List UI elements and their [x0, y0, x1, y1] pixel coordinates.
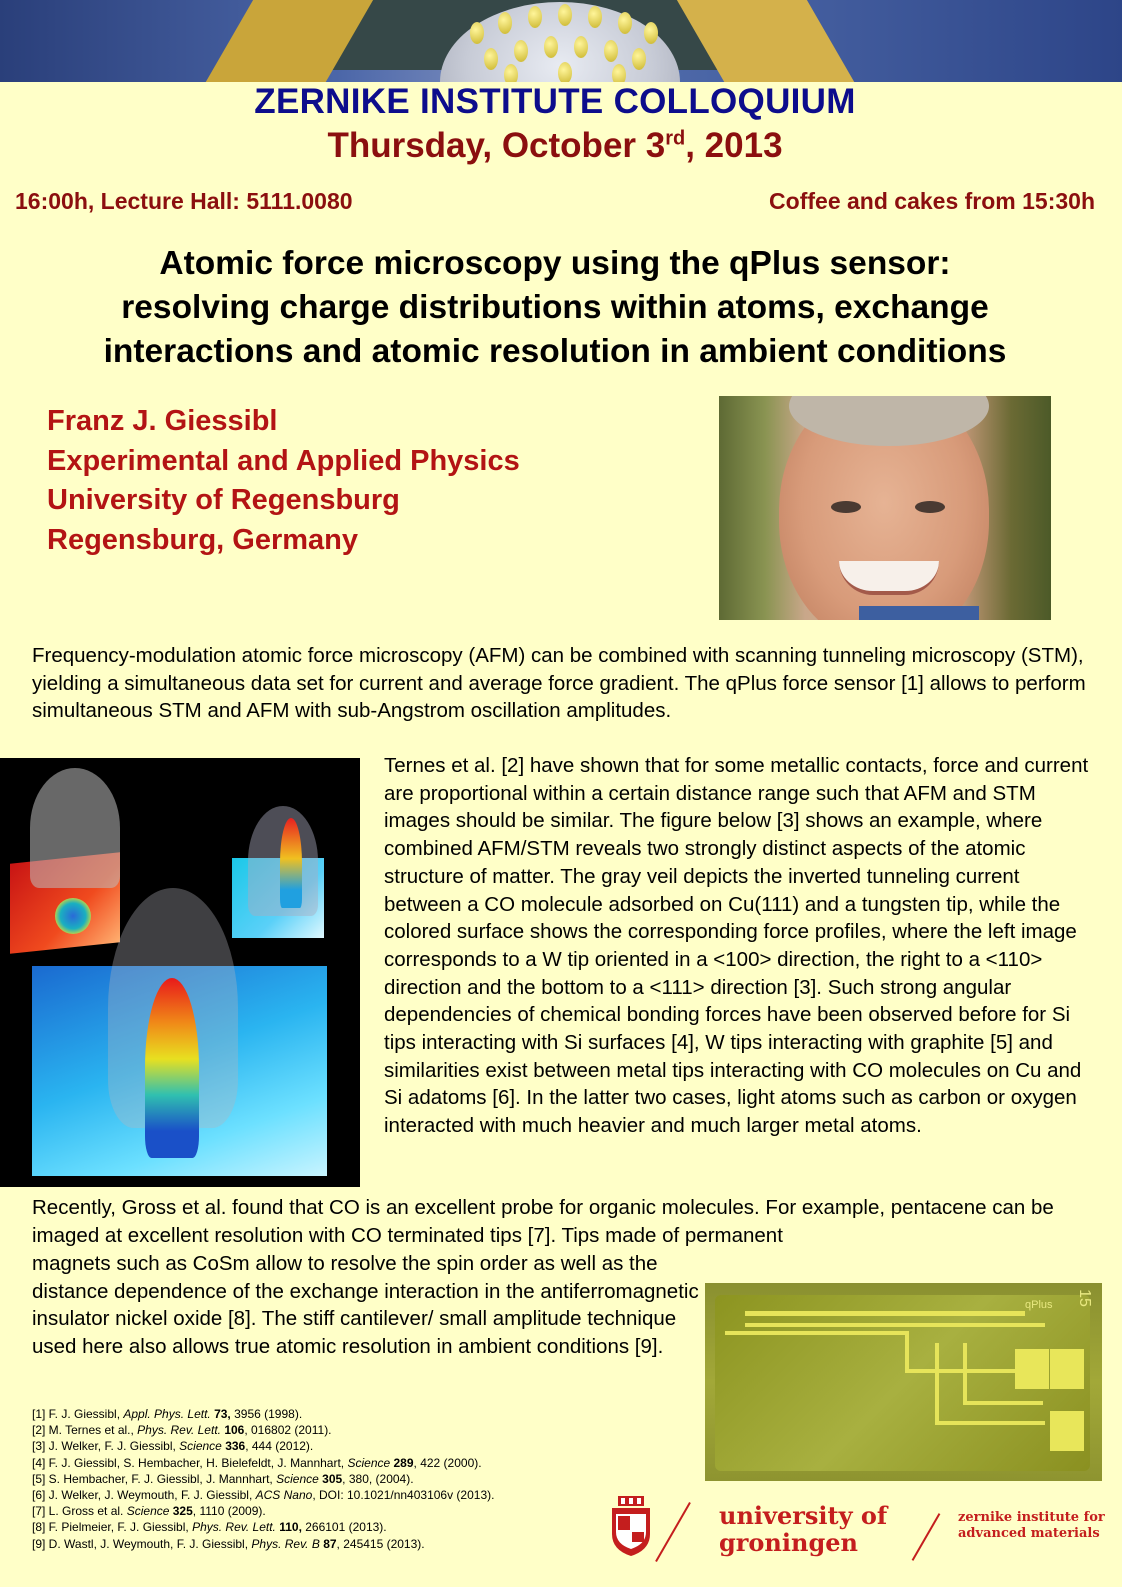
- reference-item: [5] S. Hembacher, F. J. Giessibl, J. Mannhart, Science 305, 380, (2004).: [32, 1471, 414, 1486]
- chip-label: qPlus: [1025, 1299, 1053, 1311]
- header-banner-image: [0, 0, 1122, 82]
- qplus-sensor-image: [705, 1283, 1102, 1481]
- reference-item: [7] L. Gross et al. Science 325, 1110 (2009).: [32, 1504, 266, 1519]
- speaker-department: Experimental and Applied Physics: [47, 444, 520, 477]
- reference-item: [3] J. Welker, F. J. Giessibl, Science 336, 444 (2012).: [32, 1439, 314, 1454]
- speaker-university: University of Regensburg: [47, 484, 400, 516]
- abstract-paragraph-2: Ternes et al. [2] have shown that for some metallic contacts, force and current are proportional within a certain distance range such that AFM and STM images should be similar. The figure below [3] shows an example, where combined AFM/STM reveals two strongly distinct aspects of the atomic structure of matter. The gray veil depicts the inverted tunneling current between a CO molecule adsorbed on Cu(111) and a tungsten tip, while the colored surface shows the corresponding force profiles, where the left image corresponds to a W tip oriented in a <100> direction, the right to a <110> direction and the bottom to a <111> direction [3]. Such strong angular dependencies of chemical bonding forces have been observed before for Si tips interacting with Si surfaces [4], W tips interacting with graphite [5] and similarities exist between metal tips interacting with CO molecules on Cu and Si adatoms [6]. In the latter two cases, light atoms such as carbon or oxygen interacted with much heavier and much larger metal atoms.: [384, 754, 1089, 1138]
- afm-stm-figure: [0, 758, 360, 1187]
- logo-divider: [655, 1502, 691, 1562]
- event-date: Thursday, October 3rd, 2013: [327, 126, 783, 165]
- speaker-photo: [719, 396, 1051, 620]
- colloquium-title: ZERNIKE INSTITUTE COLLOQUIUM: [254, 82, 856, 121]
- coffee-note: Coffee and cakes from 15:30h: [769, 188, 1095, 214]
- speaker-info: [47, 402, 520, 560]
- references-list: [32, 1406, 592, 1552]
- reference-item: [8] F. Pielmeier, F. J. Giessibl, Phys. Rev. Lett. 110, 266101 (2013).: [32, 1520, 387, 1535]
- reference-item: [9] D. Wastl, J. Weymouth, F. J. Giessibl, Phys. Rev. B 87, 245415 (2013).: [32, 1536, 425, 1551]
- reference-item: [2] M. Ternes et al., Phys. Rev. Lett. 106, 016802 (2011).: [32, 1423, 332, 1438]
- talk-title: Atomic force microscopy using the qPlus sensor: resolving charge distributions within atoms, exchange interactions and atomic resolution in ambient conditions: [103, 245, 1007, 370]
- university-groningen-logo: university of groningen: [719, 1501, 888, 1557]
- reference-item: [1] F. J. Giessibl, Appl. Phys. Lett. 73, 3956 (1998).: [32, 1407, 303, 1421]
- abstract-paragraph-1: Frequency-modulation atomic force microscopy (AFM) can be combined with scanning tunneling microscopy (STM), yielding a simultaneous data set for current and average force gradient. The qPlus force sensor [1] allows to perform simultaneous STM and AFM with sub-Angstrom oscillation amplitudes.: [32, 644, 1086, 723]
- reference-item: [6] J. Welker, J. Weymouth, F. J. Giessibl, ACS Nano, DOI: 10.1021/nn403106v (2013).: [32, 1488, 495, 1503]
- abstract-paragraph-4: magnets such as CoSm allow to resolve the spin order as well as the distance dependence of the exchange interaction in the antiferromagnetic insulator nickel oxide [8]. The stiff cantilever/ small amplitude technique used here also allows true atomic resolution in ambient conditions [9].: [32, 1252, 699, 1359]
- groningen-crest-icon: [606, 1494, 656, 1558]
- logo-divider: [912, 1513, 941, 1561]
- reference-item: [4] F. J. Giessibl, S. Hembacher, H. Bielefeldt, J. Mannhart, Science 289, 422 (2000).: [32, 1455, 482, 1470]
- chip-number: 15: [1075, 1289, 1093, 1307]
- zernike-institute-logo: zernike institute for advanced materials: [958, 1510, 1105, 1541]
- abstract-paragraph-3: Recently, Gross et al. found that CO is an excellent probe for organic molecules. For example, pentacene can be imaged at excellent resolution with CO terminated tips [7]. Tips made of permanent: [32, 1196, 1054, 1247]
- time-location: 16:00h, Lecture Hall: 5111.0080: [15, 188, 353, 214]
- speaker-name: Franz J. Giessibl: [47, 405, 278, 437]
- speaker-location: Regensburg, Germany: [47, 523, 359, 556]
